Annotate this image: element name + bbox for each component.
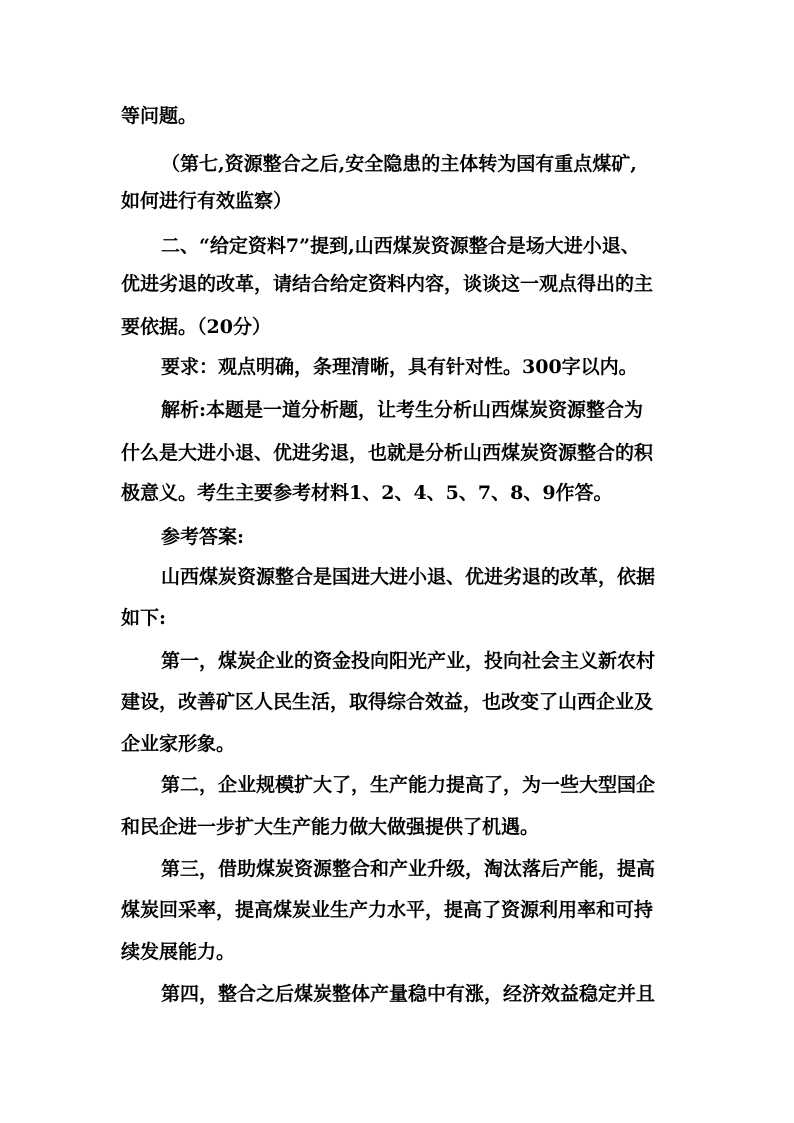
line-text: 极意义。考生主要参考材料1、2、4、5、7、8、9作答。 (121, 482, 613, 504)
line-text: （第七,资源整合之后,安全隐患的主体转为国有重点煤矿, (161, 153, 637, 175)
line-text: 和民企进一步扩大生产能力做大做强提供了机遇。 (121, 816, 540, 838)
line-text: 建设，改善矿区人民生活，取得综合效益，也改变了山西企业及 (121, 691, 654, 713)
line-text: 要求：观点明确，条理清晰，具有针对性。300字以内。 (161, 356, 638, 378)
line-text: 等问题。 (121, 105, 198, 127)
line-text: 二、“给定资料7”提到,山西煤炭资源整合是场大进小退、 (161, 235, 640, 257)
line-text: 解析:本题是一道分析题，让考生分析山西煤炭资源整合为 (161, 399, 644, 421)
line-text: 什么是大进小退、优进劣退，也就是分析山西煤炭资源整合的积 (121, 442, 654, 464)
line-text: 第一，煤炭企业的资金投向阳光产业，投向社会主义新农村 (161, 650, 656, 672)
line-text: 第二，企业规模扩大了，生产能力提高了，为一些大型国企 (161, 774, 656, 796)
line-text: 如何进行有效监察） (121, 190, 293, 212)
line-text: 第三，借助煤炭资源整合和产业升级，淘汰落后产能，提高 (161, 858, 656, 880)
line-text: 续发展能力。 (121, 941, 236, 963)
line-text: 要依据。（20分） (121, 316, 271, 338)
line-text: 参考答案: (161, 526, 245, 548)
line-text: 如下: (121, 607, 167, 629)
line-text: 煤炭回采率，提高煤炭业生产力水平，提高了资源利用率和可持 (121, 899, 654, 921)
line-text: 第四，整合之后煤炭整体产量稳中有涨，经济效益稳定并且 (161, 983, 656, 1005)
line-text: 优进劣退的改革，请结合给定资料内容，谈谈这一观点得出的主 (121, 273, 654, 295)
line-text: 山西煤炭资源整合是国进大进小退、优进劣退的改革，依据 (161, 566, 656, 588)
line-text: 企业家形象。 (121, 733, 236, 755)
